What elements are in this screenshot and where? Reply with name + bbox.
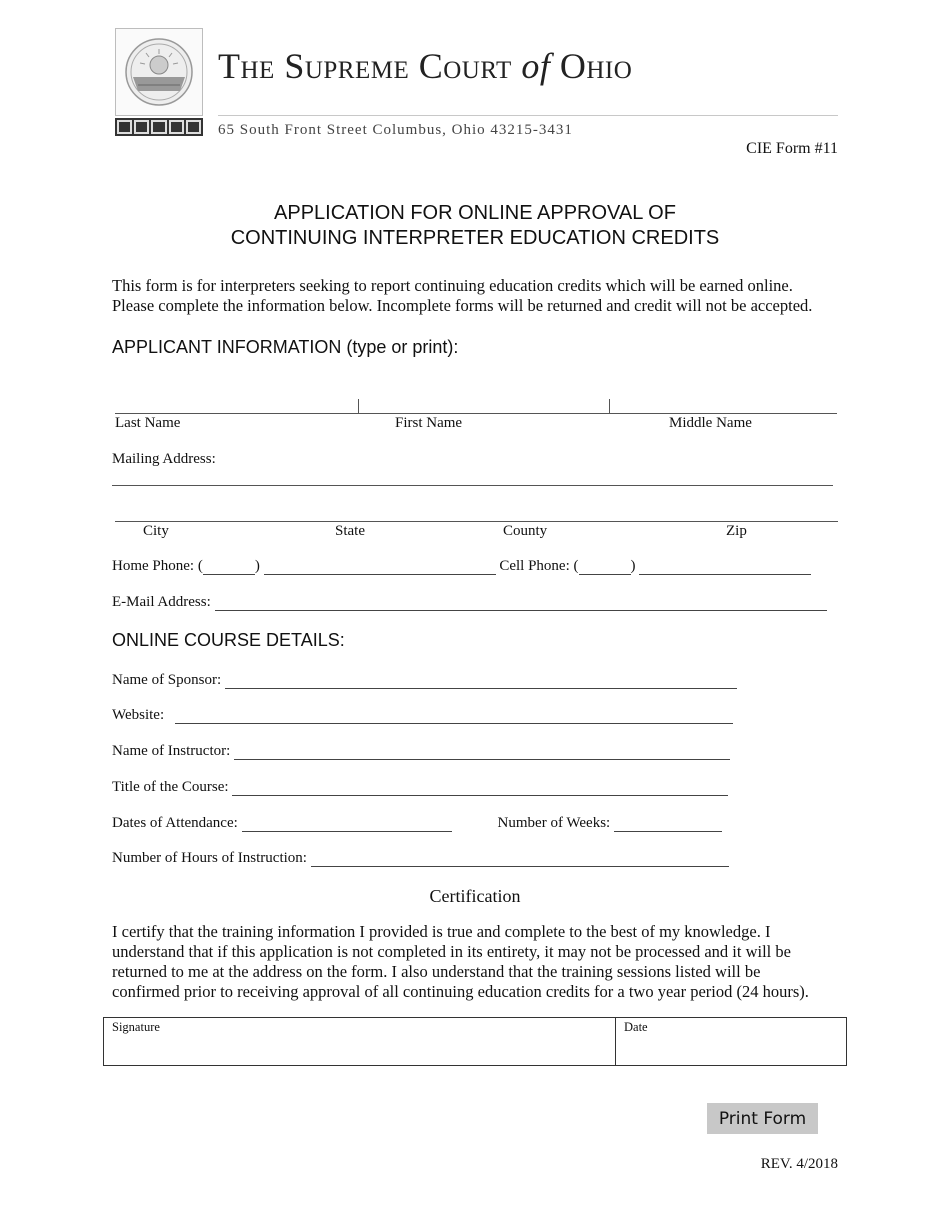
- certification-text: [112, 922, 847, 1002]
- website-label: Website:: [112, 707, 165, 723]
- cell-phone-area-field[interactable]: [579, 560, 631, 575]
- instructor-label: Name of Instructor:: [112, 743, 231, 759]
- certification-line: I certify that the training information I provided is true and complete to the best of my knowledge. I: [112, 922, 771, 941]
- weeks-field[interactable]: [614, 817, 722, 832]
- course-title-label: Title of the Course:: [112, 779, 229, 795]
- court-name: The Supreme Court of Ohio: [218, 46, 633, 86]
- sponsor-label: Name of Sponsor:: [112, 672, 222, 688]
- home-phone-field[interactable]: [264, 560, 496, 575]
- certification-line: returned to me at the address on the form. I also understand that the training sessions listed will be: [112, 962, 761, 981]
- date-field[interactable]: [616, 1018, 846, 1065]
- mailing-address-label: Mailing Address:: [112, 451, 216, 467]
- certification-line: confirmed prior to receiving approval of all continuing education credits for a two year period (24 hours).: [112, 982, 809, 1001]
- last-name-label: Last Name: [115, 415, 181, 431]
- cell-phone-field[interactable]: [639, 560, 811, 575]
- certification-heading: Certification: [429, 886, 521, 906]
- course-title-field[interactable]: [232, 781, 728, 796]
- intro-line1: This form is for interpreters seeking to report continuing education credits which will be earned online.: [112, 276, 793, 295]
- applicant-heading: APPLICANT INFORMATION (type or print):: [112, 337, 459, 357]
- website-row: [112, 707, 733, 724]
- name-divider: [358, 399, 359, 413]
- hours-label: Number of Hours of Instruction:: [112, 850, 307, 866]
- mailing-address-field[interactable]: [112, 485, 833, 486]
- header-divider: [218, 115, 838, 116]
- court-address: 65 South Front Street Columbus, Ohio 43215-3431: [218, 122, 573, 138]
- name-field-line[interactable]: [115, 413, 837, 414]
- email-label: E-Mail Address:: [112, 594, 211, 610]
- state-label: State: [335, 523, 365, 539]
- name-divider: [609, 399, 610, 413]
- instructor-field[interactable]: [234, 745, 730, 760]
- form-title-line1: APPLICATION FOR ONLINE APPROVAL OF: [274, 202, 676, 224]
- city-state-zip-field[interactable]: [115, 521, 838, 522]
- signature-field[interactable]: [104, 1018, 616, 1065]
- phone-row: Home Phone: ( ) Cell Phone: ( ): [112, 558, 811, 575]
- sponsor-field[interactable]: [225, 674, 737, 689]
- print-form-button[interactable]: Print Form: [707, 1103, 818, 1134]
- dates-row: [112, 815, 722, 832]
- seal-icon: [116, 29, 202, 115]
- email-field[interactable]: [215, 596, 827, 611]
- home-phone-area-field[interactable]: [203, 560, 255, 575]
- greek-key-ornament: [115, 118, 203, 136]
- city-label: City: [143, 523, 169, 539]
- dates-label: Dates of Attendance:: [112, 815, 238, 831]
- signature-label: Signature: [112, 1020, 160, 1034]
- instructor-row: [112, 743, 730, 760]
- email-row: [112, 594, 827, 611]
- course-title-row: [112, 779, 728, 796]
- home-phone-label: Home Phone:: [112, 558, 195, 574]
- hours-field[interactable]: [311, 852, 729, 867]
- form-number: CIE Form #11: [746, 140, 838, 157]
- date-label: Date: [624, 1020, 648, 1034]
- course-heading: ONLINE COURSE DETAILS:: [112, 630, 345, 650]
- revision-date: REV. 4/2018: [760, 1156, 838, 1172]
- first-name-label: First Name: [395, 415, 463, 431]
- sponsor-row: [112, 672, 737, 689]
- county-label: County: [503, 523, 548, 539]
- dates-field[interactable]: [242, 817, 452, 832]
- certification-line: understand that if this application is not completed in its entirety, it may not be processed and it will be: [112, 942, 791, 961]
- court-seal-logo: [115, 28, 203, 116]
- hours-row: [112, 850, 729, 867]
- intro-line2: Please complete the information below. Incomplete forms will be returned and credit will not be accepted.: [112, 296, 813, 315]
- weeks-label: Number of Weeks:: [497, 815, 611, 831]
- signature-table: [103, 1017, 847, 1066]
- middle-name-label: Middle Name: [669, 415, 752, 431]
- form-title-line2: CONTINUING INTERPRETER EDUCATION CREDITS: [230, 227, 720, 249]
- zip-label: Zip: [726, 523, 747, 539]
- cell-phone-label: Cell Phone:: [499, 558, 570, 574]
- website-field[interactable]: [175, 709, 733, 724]
